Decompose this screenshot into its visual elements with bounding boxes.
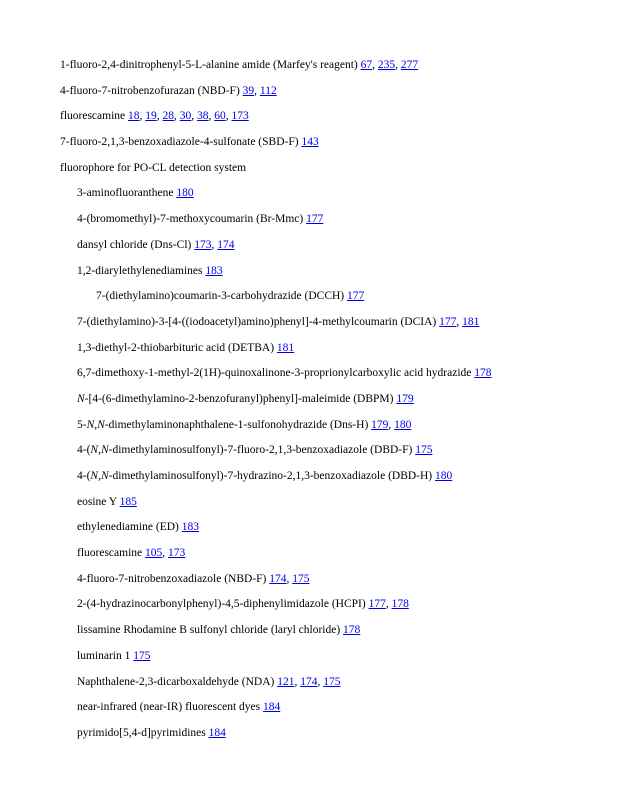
entry-term: 6,7-dimethoxy-1-methyl-2(1H)-quinoxalinone-3-proprionylcarboxylic acid hydrazide <box>77 367 472 380</box>
page-link[interactable]: 177 <box>347 290 365 303</box>
entry-term: 1,3-diethyl-2-thiobarbituric acid (DETBA) <box>77 341 275 354</box>
page-link[interactable]: 28 <box>162 110 175 123</box>
entry-italic-prefix: N,N <box>90 470 109 482</box>
page-link[interactable]: 39 <box>242 84 255 97</box>
page-link[interactable]: 235 <box>377 59 396 71</box>
entry-term: 7-(diethylamino)-3-[4-((iodoacetyl)amino)phenyl]-4-methylcoumarin (DCIA) <box>77 315 437 328</box>
page-link[interactable]: 175 <box>292 572 310 585</box>
index-entry: 4-fluoro-7-nitrobenzoxadiazole (NBD-F) 174, 175 <box>77 572 310 585</box>
page-link[interactable]: 180 <box>435 470 453 482</box>
entry-term: pyrimido[5,4-d]pyrimidines <box>77 726 206 739</box>
page-link[interactable]: 173 <box>231 110 249 123</box>
entry-term: 2-(4-hydrazinocarbonylphenyl)-4,5-diphenylimidazole (HCPI) <box>77 598 366 611</box>
index-entry <box>0 134 640 160</box>
page-link[interactable]: 19 <box>145 110 157 123</box>
page-link[interactable]: 178 <box>343 624 361 637</box>
index-entry: 1-fluoro-2,4-dinitrophenyl-5-L-alanine amide (Marfey's reagent) 67, 235, 277 <box>60 59 419 71</box>
page-link[interactable]: 174 <box>217 238 235 251</box>
page-link[interactable]: 173 <box>168 547 186 560</box>
page-link[interactable]: 179 <box>396 392 414 405</box>
page-link[interactable]: 174 <box>269 572 287 585</box>
index-entry <box>0 211 640 237</box>
index-entry: fluorescamine 105, 173 <box>77 547 186 560</box>
index-entry <box>0 340 640 366</box>
entry-term: 4-(bromomethyl)-7-methoxycoumarin (Br-Mmc) <box>77 213 304 226</box>
index-entry <box>0 648 640 674</box>
index-entry <box>0 185 640 211</box>
index-entry: 7-(diethylamino)-3-[4-((iodoacetyl)amino)phenyl]-4-methylcoumarin (DCIA) 177, 181 <box>77 315 480 328</box>
entry-term: luminarin 1 <box>77 649 131 662</box>
page-link[interactable]: 178 <box>474 367 492 380</box>
entry-term: near-infrared (near-IR) fluorescent dyes <box>77 701 261 714</box>
entry-term: -dimethylaminosulfonyl)-7-fluoro-2,1,3-benzoxadiazole (DBD-F) <box>108 444 413 457</box>
page-link[interactable]: 178 <box>391 598 409 611</box>
page-link[interactable]: 185 <box>119 495 137 508</box>
index-entry: Naphthalene-2,3-dicarboxaldehyde (NDA) 121, 174, 175 <box>77 675 341 688</box>
page-link[interactable]: 184 <box>263 701 281 714</box>
index-entry: 5-N,N-dimethylaminonaphthalene-1-sulfonohydrazide (Dns-H) 179, 180 <box>77 418 412 431</box>
index-entry: 2-(4-hydrazinocarbonylphenyl)-4,5-diphenylimidazole (HCPI) 177, 178 <box>77 598 409 611</box>
page-link[interactable]: 112 <box>259 84 277 97</box>
index-entry <box>0 519 640 545</box>
entry-term: eosine Y <box>77 495 117 508</box>
page-link[interactable]: 181 <box>462 315 480 328</box>
entry-italic-prefix: N <box>77 392 85 405</box>
index-entry <box>0 725 640 751</box>
page-link[interactable]: 179 <box>371 418 389 431</box>
entry-term: -dimethylaminosulfonyl)-7-hydrazino-2,1,3-benzoxadiazole (DBD-H) <box>108 470 433 482</box>
index-entry: fluorescamine 18, 19, 28, 30, 38, 60, 173 <box>60 110 249 123</box>
page-link[interactable]: 177 <box>306 213 324 226</box>
index-entry <box>0 442 640 468</box>
entry-term: 1-fluoro-2,4-dinitrophenyl-5-L-alanine amide (Marfey's reagent) <box>60 59 358 71</box>
entry-term: dansyl chloride (Dns-Cl) <box>77 238 192 251</box>
index-entry <box>0 391 640 417</box>
entry-term: 4-fluoro-7-nitrobenzoxadiazole (NBD-F) <box>77 572 267 585</box>
page-link[interactable]: 173 <box>194 238 212 251</box>
entry-italic-prefix: N,N <box>86 418 105 431</box>
page-link[interactable]: 175 <box>415 444 433 457</box>
entry-term: 7-(diethylamino)coumarin-3-carbohydrazide (DCCH) <box>96 290 345 303</box>
page-link[interactable]: 121 <box>277 675 295 688</box>
page-link[interactable]: 183 <box>205 264 223 277</box>
page-link[interactable]: 175 <box>133 649 151 662</box>
entry-term: fluorescamine <box>77 547 143 560</box>
page-link[interactable]: 183 <box>181 521 199 534</box>
entry-prefix: 5- <box>77 418 87 431</box>
page-link[interactable]: 175 <box>323 675 341 688</box>
entry-term: fluorophore for PO-CL detection system <box>60 161 247 174</box>
page-link[interactable]: 180 <box>176 187 194 200</box>
page-link[interactable]: 177 <box>439 315 457 328</box>
page-link[interactable]: 277 <box>400 59 419 71</box>
index-entry <box>0 468 640 494</box>
entry-term: 7-fluoro-2,1,3-benzoxadiazole-4-sulfonate (SBD-F) <box>60 136 299 149</box>
page-link[interactable]: 180 <box>394 418 412 431</box>
index-entry: 4-fluoro-7-nitrobenzofurazan (NBD-F) 39, 112 <box>60 84 277 97</box>
index-entry <box>0 365 640 391</box>
entry-term: -[4-(6-dimethylamino-2-benzofuranyl)phenyl]-maleimide (DBPM) <box>84 392 394 405</box>
index-entry <box>0 699 640 725</box>
entry-term: fluorescamine <box>60 110 126 123</box>
entry-term: -dimethylaminonaphthalene-1-sulfonohydrazide (Dns-H) <box>104 418 369 431</box>
page-link[interactable]: 67 <box>360 59 373 71</box>
page-link[interactable]: 105 <box>145 547 163 560</box>
entry-term: ethylenediamine (ED) <box>77 521 179 534</box>
index-entry <box>0 160 640 186</box>
entry-prefix: 4-( <box>77 470 91 482</box>
page-link[interactable]: 38 <box>197 110 209 123</box>
page-link[interactable]: 143 <box>301 136 319 149</box>
page-link[interactable]: 30 <box>179 110 192 123</box>
page-link[interactable]: 174 <box>300 675 318 688</box>
page-link[interactable]: 60 <box>214 110 226 123</box>
index-entry <box>0 494 640 520</box>
page-link[interactable]: 181 <box>276 341 295 354</box>
index-entry <box>0 263 640 289</box>
index-entry: dansyl chloride (Dns-Cl) 173, 174 <box>77 238 235 251</box>
entry-term: lissamine Rhodamine B sulfonyl chloride (laryl chloride) <box>77 624 341 637</box>
entry-term: 3-aminofluoranthene <box>77 187 174 200</box>
entry-term: 1,2-diarylethylenediamines <box>77 264 203 277</box>
page-link[interactable]: 18 <box>128 110 140 123</box>
page-link[interactable]: 177 <box>368 598 386 611</box>
index-entry <box>0 288 640 314</box>
index-entries <box>0 57 640 751</box>
entry-term: 4-fluoro-7-nitrobenzofurazan (NBD-F) <box>60 84 240 97</box>
entry-prefix: 4-( <box>77 444 91 457</box>
index-entry <box>0 622 640 648</box>
entry-italic-prefix: N,N <box>90 444 109 457</box>
page-link[interactable]: 184 <box>208 726 226 739</box>
entry-term: Naphthalene-2,3-dicarboxaldehyde (NDA) <box>77 675 275 688</box>
